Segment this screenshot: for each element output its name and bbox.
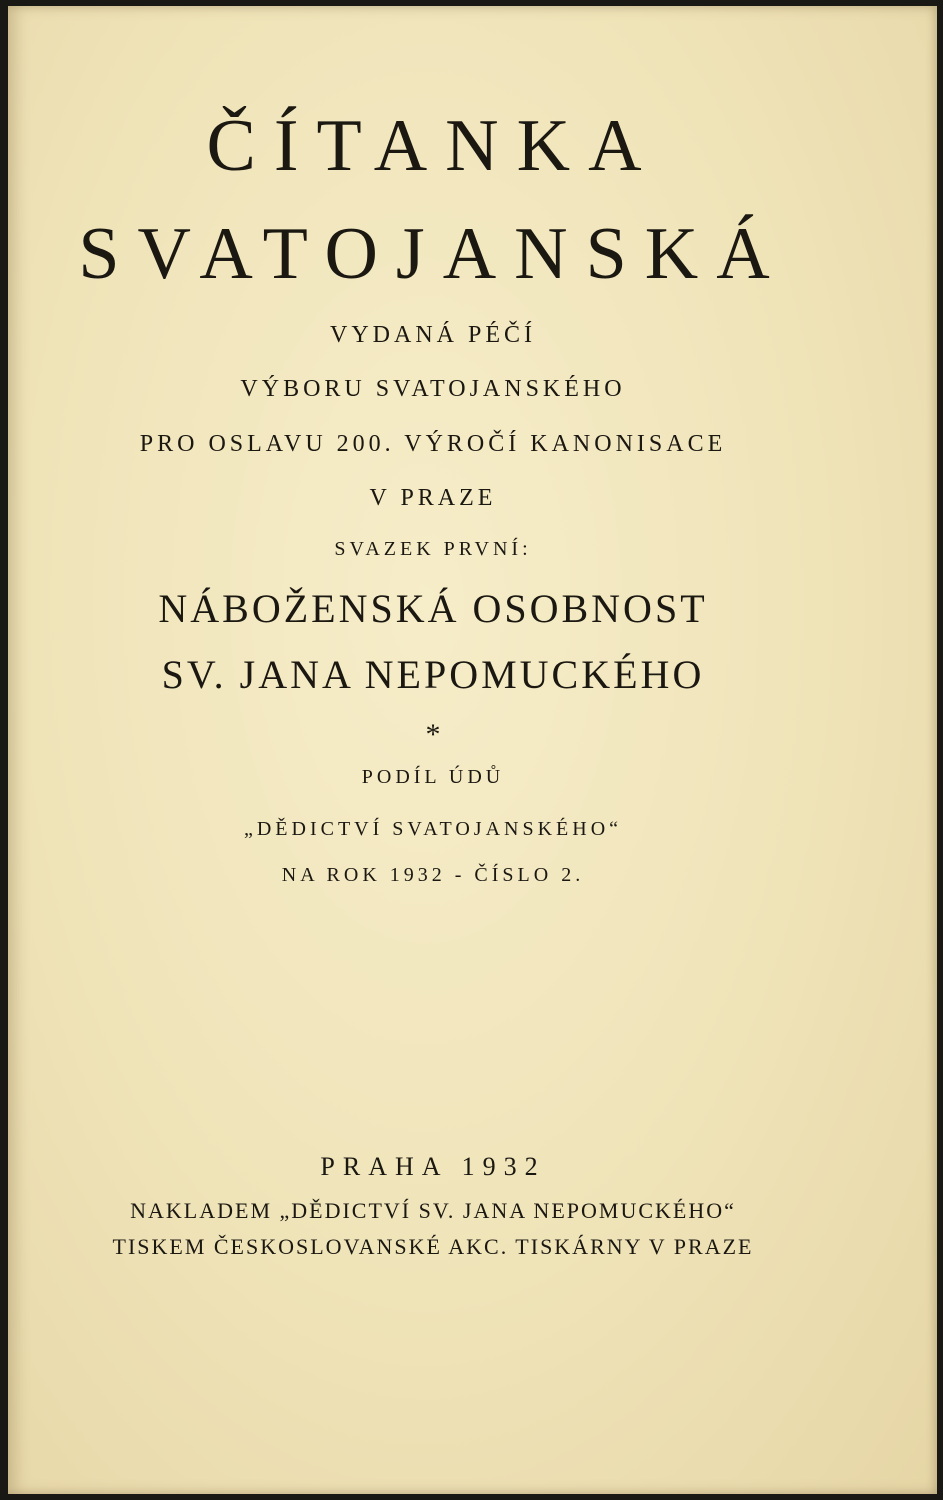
volume-title-line-2: SV. JANA NEPOMUCKÉHO: [161, 652, 705, 697]
volume-label: SVAZEK PRVNÍ:: [334, 538, 532, 560]
subtitle-line-2: VÝBORU SVATOJANSKÉHO: [240, 376, 626, 402]
imprint-publisher: NAKLADEM „DĚDICTVÍ SV. JANA NEPOMUCKÉHO“: [130, 1198, 736, 1223]
imprint-place-year: PRAHA 1932: [320, 1152, 546, 1181]
imprint-printer: TISKEM ČESKOSLOVANSKÉ AKC. TISKÁRNY V PRAZE: [112, 1234, 754, 1259]
member-note-line-1: PODÍL ÚDŮ: [361, 766, 505, 788]
asterisk-ornament: *: [425, 718, 441, 751]
member-note-line-3: NA ROK 1932 - ČÍSLO 2.: [281, 864, 585, 886]
subtitle-line-3: PRO OSLAVU 200. VÝROČÍ KANONISACE: [139, 431, 727, 457]
book-title-line-2: SVATOJANSKÁ: [78, 213, 788, 295]
title-page: [8, 6, 937, 1494]
subtitle-line-4: V PRAZE: [369, 485, 497, 511]
book-title-line-1: ČÍTANKA: [206, 105, 660, 187]
subtitle-line-1: VYDANÁ PÉČÍ: [330, 322, 536, 348]
member-note-line-2: „DĚDICTVÍ SVATOJANSKÉHO“: [243, 818, 623, 840]
volume-title-line-1: NÁBOŽENSKÁ OSOBNOST: [158, 586, 708, 631]
